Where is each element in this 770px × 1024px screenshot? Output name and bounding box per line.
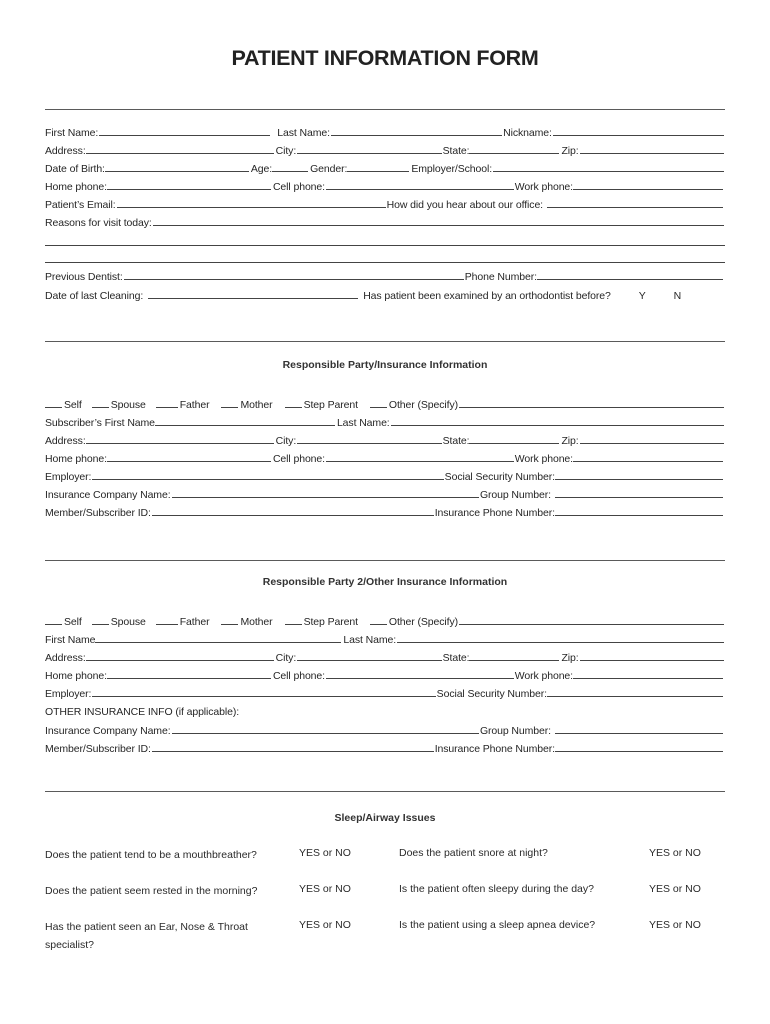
employer-label: Employer: [45,688,92,700]
ssn-field[interactable] [555,479,723,480]
city-label: City: [275,435,297,447]
group-number-label: Group Number: [479,725,551,737]
first-name-field[interactable] [99,135,270,136]
insurance-phone-field[interactable] [555,515,723,516]
divider [45,109,725,110]
city-field[interactable] [297,443,441,444]
group-number-field[interactable] [555,733,723,734]
last-name-field[interactable] [397,642,724,643]
row-name-2 [45,630,725,646]
yes-no-option[interactable]: YES or NO [299,883,351,895]
last-name-label: Last Name: [277,127,330,139]
home-phone-label: Home phone: [45,670,107,682]
yes-no-option[interactable]: YES or NO [649,883,701,895]
orthodontist-question: Has patient been examined by an orthodontist before? [363,290,611,302]
sleep-question-sleepy: Is the patient often sleepy during the day? [399,883,594,895]
self-blank[interactable] [45,407,62,408]
how-heard-label: How did you hear about our office: [386,199,543,211]
insurance-phone-label: Insurance Phone Number: [434,507,555,519]
age-field[interactable] [272,171,308,172]
phone-number-label: Phone Number: [464,271,537,283]
work-phone-label: Work phone: [514,181,573,193]
father-label: Father [179,616,210,628]
row-member-2 [45,739,725,755]
row-other-info [45,702,725,718]
address-field[interactable] [86,660,274,661]
reasons-line-2[interactable] [45,245,725,246]
work-phone-field[interactable] [573,678,723,679]
other-blank[interactable] [370,407,387,408]
member-id-label: Member/Subscriber ID: [45,507,151,519]
row-employer [45,467,725,483]
insurance-company-field[interactable] [172,733,479,734]
how-heard-field[interactable] [547,207,723,208]
subscriber-first-name-label: Subscriber’s First Name [45,417,155,429]
state-field[interactable] [469,153,559,154]
step-parent-label: Step Parent [303,616,358,628]
address-field[interactable] [86,443,274,444]
insurance-company-label: Insurance Company Name: [45,725,171,737]
gender-field[interactable] [347,171,409,172]
mother-label: Mother [240,399,273,411]
group-number-field[interactable] [555,497,723,498]
mother-blank[interactable] [221,407,238,408]
row-name [45,123,725,139]
self-blank[interactable] [45,624,62,625]
step-parent-label: Step Parent [303,399,358,411]
cell-phone-label: Cell phone: [272,670,325,682]
spouse-label: Spouse [110,399,146,411]
row-phones-2 [45,666,725,682]
section-heading-insurance: Responsible Party/Insurance Information [282,359,488,371]
cell-phone-field[interactable] [326,461,514,462]
reasons-line-3[interactable] [45,262,725,263]
group-number-label: Group Number: [479,489,551,501]
zip-label: Zip: [561,652,579,664]
last-cleaning-field[interactable] [148,298,358,299]
address-label: Address: [45,435,86,447]
row-relationship-2 [45,612,725,628]
row-member [45,503,725,519]
first-name-field[interactable] [95,642,341,643]
sleep-question-apnea-device: Is the patient using a sleep apnea device? [399,919,596,931]
mother-blank[interactable] [221,624,238,625]
spouse-blank[interactable] [92,624,109,625]
city-field[interactable] [297,660,441,661]
spouse-blank[interactable] [92,407,109,408]
cell-phone-field[interactable] [326,189,514,190]
state-label: State: [442,435,470,447]
zip-field[interactable] [580,660,724,661]
cell-phone-field[interactable] [326,678,514,679]
other-insurance-info-label: OTHER INSURANCE INFO (if applicable): [45,706,240,718]
father-blank[interactable] [156,407,178,408]
employer-school-field[interactable] [493,171,724,172]
address-field[interactable] [86,153,274,154]
gender-label: Gender: [310,163,348,175]
city-field[interactable] [297,153,441,154]
sleep-question-mouthbreather: Does the patient tend to be a mouthbreather? [45,849,257,861]
sleep-question-snore: Does the patient snore at night? [399,847,548,859]
row-previous-dentist [45,267,725,283]
other-specify-field[interactable] [459,407,724,408]
step-parent-blank[interactable] [285,407,302,408]
employer-field[interactable] [92,696,435,697]
row-phones [45,177,725,193]
state-label: State: [442,145,470,157]
address-label: Address: [45,145,86,157]
row-dob [45,159,725,175]
other-label: Other (Specify) [388,616,459,628]
last-name-label: Last Name: [343,634,397,646]
sleep-question-ent: Has the patient seen an Ear, Nose & Throat [45,921,248,933]
row-employer-2 [45,684,725,700]
ortho-no-option[interactable]: N [673,290,682,302]
other-specify-field[interactable] [459,624,724,625]
row-company [45,485,725,501]
city-label: City: [275,652,297,664]
last-name-field[interactable] [331,135,502,136]
phone-number-field[interactable] [537,279,723,280]
other-blank[interactable] [370,624,387,625]
previous-dentist-field[interactable] [124,279,464,280]
yes-no-option[interactable]: YES or NO [649,847,701,859]
page-title: PATIENT INFORMATION FORM [231,46,539,70]
work-phone-label: Work phone: [514,453,573,465]
divider [45,341,725,342]
employer-school-label: Employer/School: [411,163,493,175]
section-heading-sleep: Sleep/Airway Issues [334,812,436,824]
ssn-label: Social Security Number: [444,471,555,483]
zip-label: Zip: [561,435,579,447]
ssn-label: Social Security Number: [436,688,547,700]
home-phone-field[interactable] [107,461,271,462]
step-parent-blank[interactable] [285,624,302,625]
home-phone-label: Home phone: [45,453,107,465]
self-label: Self [64,399,82,411]
row-phones [45,449,725,465]
sleep-question-rested: Does the patient seem rested in the morning? [45,885,258,897]
row-relationship [45,395,725,411]
state-label: State: [442,652,470,664]
employer-field[interactable] [92,479,443,480]
row-address-2 [45,648,725,664]
row-reasons [45,213,725,229]
insurance-company-label: Insurance Company Name: [45,489,171,501]
self-label: Self [64,616,82,628]
home-phone-field[interactable] [107,189,271,190]
first-name-label: First Name [45,634,96,646]
yes-no-option[interactable]: YES or NO [649,919,701,931]
dob-field[interactable] [105,171,249,172]
divider [45,560,725,561]
ortho-yes-option[interactable]: Y [638,290,646,302]
zip-field[interactable] [580,443,724,444]
email-label: Patient’s Email: [45,199,116,211]
work-phone-field[interactable] [573,189,723,190]
zip-field[interactable] [580,153,724,154]
email-field[interactable] [117,207,386,208]
ssn-field[interactable] [547,696,723,697]
reasons-label: Reasons for visit today: [45,217,152,229]
reasons-field[interactable] [153,225,724,226]
member-id-field[interactable] [152,751,434,752]
row-subscriber [45,413,725,429]
nickname-label: Nickname: [503,127,552,139]
state-field[interactable] [469,660,559,661]
cell-phone-label: Cell phone: [272,453,325,465]
section-heading-insurance-2: Responsible Party 2/Other Insurance Information [262,576,508,588]
insurance-company-field[interactable] [172,497,479,498]
home-phone-field[interactable] [107,678,271,679]
subscriber-first-name-field[interactable] [155,425,335,426]
previous-dentist-label: Previous Dentist: [45,271,123,283]
spouse-label: Spouse [110,616,146,628]
other-label: Other (Specify) [388,399,459,411]
last-name-field[interactable] [391,425,724,426]
row-email [45,195,725,211]
address-label: Address: [45,652,86,664]
state-field[interactable] [469,443,559,444]
city-label: City: [275,145,297,157]
yes-no-option[interactable]: YES or NO [299,847,351,859]
last-cleaning-label: Date of last Cleaning: [45,290,144,302]
yes-no-option[interactable]: YES or NO [299,919,351,931]
row-address [45,141,725,157]
divider [45,791,725,792]
member-id-field[interactable] [152,515,434,516]
cell-phone-label: Cell phone: [272,181,325,193]
father-label: Father [179,399,210,411]
row-company-2 [45,721,725,737]
member-id-label: Member/Subscriber ID: [45,743,151,755]
dob-label: Date of Birth: [45,163,105,175]
age-label: Age: [250,163,273,175]
work-phone-field[interactable] [573,461,723,462]
row-cleaning [45,286,725,302]
insurance-phone-label: Insurance Phone Number: [434,743,555,755]
row-address [45,431,725,447]
first-name-label: First Name: [45,127,99,139]
father-blank[interactable] [156,624,178,625]
insurance-phone-field[interactable] [555,751,723,752]
nickname-field[interactable] [553,135,724,136]
sleep-question-ent-cont: specialist? [45,939,95,951]
work-phone-label: Work phone: [514,670,573,682]
mother-label: Mother [240,616,273,628]
employer-label: Employer: [45,471,92,483]
zip-label: Zip: [561,145,579,157]
home-phone-label: Home phone: [45,181,107,193]
last-name-label: Last Name: [336,417,390,429]
